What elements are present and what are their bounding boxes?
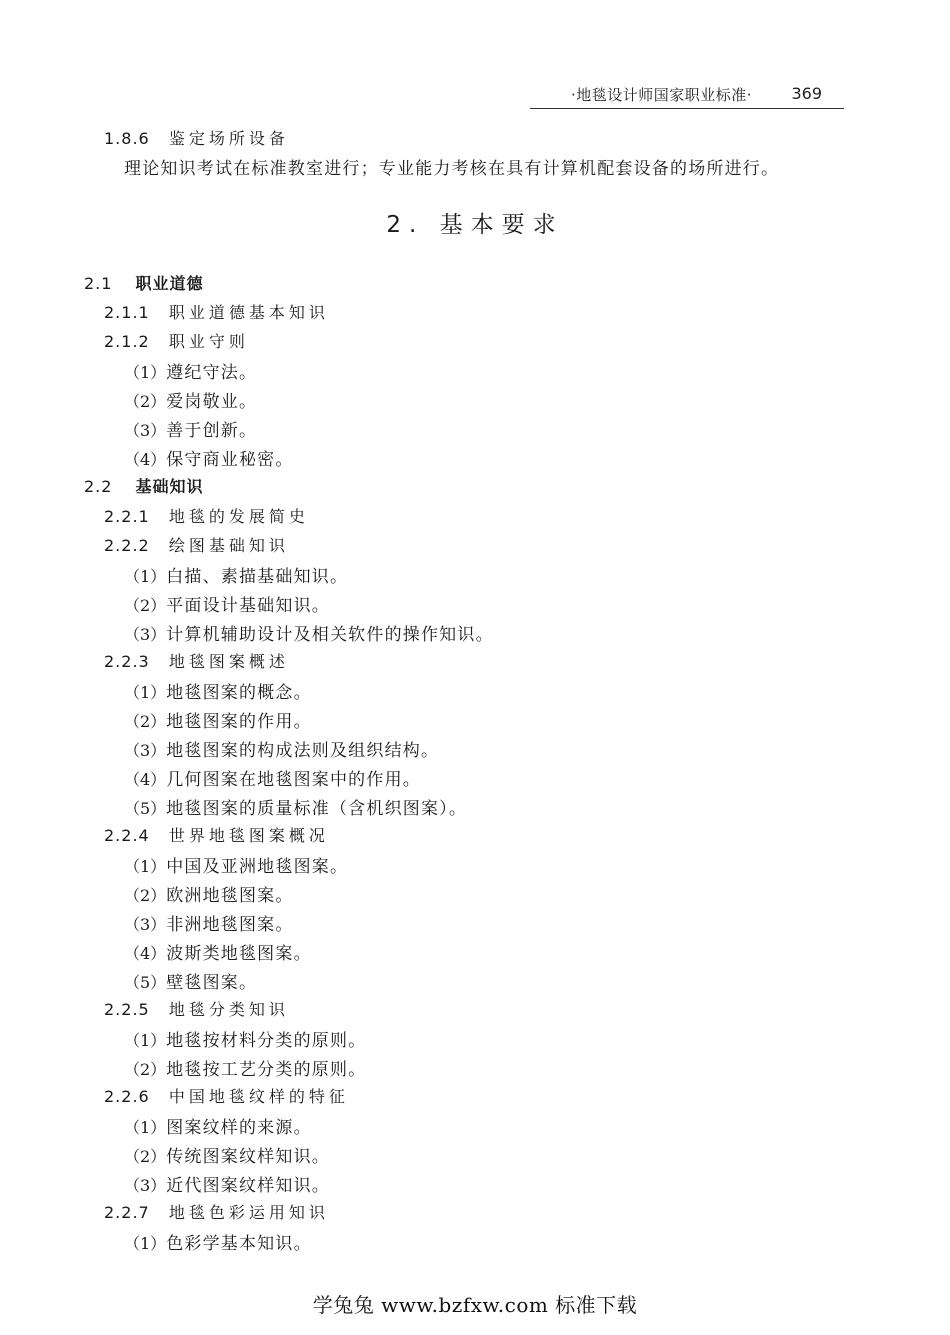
header-title: ·地毯设计师国家职业标准· bbox=[570, 86, 752, 104]
list-item-text: 非洲地毯图案。 bbox=[166, 915, 294, 935]
list-item bbox=[124, 678, 312, 703]
list-item-text: 遵纪守法。 bbox=[166, 363, 258, 383]
list-marker: （2） bbox=[124, 886, 167, 905]
list-item bbox=[124, 765, 421, 790]
list-item bbox=[124, 939, 312, 964]
list-marker: （1） bbox=[124, 1118, 167, 1137]
list-item-text: 欧洲地毯图案。 bbox=[166, 886, 294, 906]
list-marker: （3） bbox=[124, 625, 167, 644]
subsection-heading bbox=[104, 533, 289, 556]
list-marker: （1） bbox=[124, 567, 167, 586]
list-item-text: 传统图案纹样知识。 bbox=[166, 1147, 330, 1167]
page-number: 369 bbox=[791, 84, 822, 103]
list-marker: （5） bbox=[124, 973, 167, 992]
subsection-heading bbox=[104, 504, 309, 527]
subsection-number: 2.2.1 bbox=[104, 507, 150, 526]
list-item-text: 地毯按工艺分类的原则。 bbox=[166, 1060, 367, 1080]
list-item-text: 地毯按材料分类的原则。 bbox=[166, 1031, 367, 1051]
list-item bbox=[124, 387, 257, 412]
list-item bbox=[124, 1229, 312, 1254]
section-number: 2.1 bbox=[84, 274, 113, 293]
subsection-number: 2.2.5 bbox=[104, 1000, 150, 1019]
subsection-heading bbox=[104, 300, 329, 323]
list-item bbox=[124, 1113, 312, 1138]
subsection-title: 职业道德基本知识 bbox=[168, 303, 329, 322]
running-header bbox=[530, 84, 844, 106]
list-item-text: 爱岗敬业。 bbox=[166, 392, 258, 412]
subsection-heading bbox=[104, 1200, 329, 1223]
subsection-number: 2.2.3 bbox=[104, 652, 150, 671]
subsection-heading bbox=[104, 649, 289, 672]
subsection-title: 鉴定场所设备 bbox=[168, 129, 289, 148]
paragraph: 理论知识考试在标准教室进行；专业能力考核在具有计算机配套设备的场所进行。 bbox=[124, 159, 780, 179]
subsection-title: 地毯色彩运用知识 bbox=[168, 1203, 329, 1222]
subsection-heading bbox=[104, 329, 249, 352]
list-item bbox=[124, 562, 348, 587]
list-marker: （3） bbox=[124, 1176, 167, 1195]
subsection-number: 2.2.7 bbox=[104, 1203, 150, 1222]
list-item-text: 地毯图案的质量标准（含机织图案）。 bbox=[166, 799, 468, 819]
list-marker: （1） bbox=[124, 1031, 167, 1050]
subsection-number: 2.1.2 bbox=[104, 332, 150, 351]
list-marker: （4） bbox=[124, 944, 167, 963]
section-heading bbox=[84, 474, 204, 497]
list-item bbox=[124, 416, 257, 441]
list-item bbox=[124, 1142, 330, 1167]
subsection-number: 2.1.1 bbox=[104, 303, 150, 322]
list-item-text: 壁毯图案。 bbox=[166, 973, 258, 993]
subsection-title: 世界地毯图案概况 bbox=[168, 826, 329, 845]
section-heading-title: 职业道德 bbox=[135, 274, 204, 293]
subsection-heading bbox=[104, 126, 289, 149]
list-item bbox=[124, 881, 294, 906]
list-item-text: 地毯图案的作用。 bbox=[166, 712, 312, 732]
list-marker: （2） bbox=[124, 392, 167, 411]
list-marker: （1） bbox=[124, 363, 167, 382]
list-item-text: 波斯类地毯图案。 bbox=[166, 944, 312, 964]
list-marker: （2） bbox=[124, 1060, 167, 1079]
list-item-text: 图案纹样的来源。 bbox=[166, 1118, 312, 1138]
subsection-title: 中国地毯纹样的特征 bbox=[168, 1087, 349, 1106]
list-item-text: 计算机辅助设计及相关软件的操作知识。 bbox=[166, 625, 494, 645]
list-item-text: 地毯图案的概念。 bbox=[166, 683, 312, 703]
list-marker: （5） bbox=[124, 799, 167, 818]
list-marker: （3） bbox=[124, 741, 167, 760]
list-marker: （2） bbox=[124, 596, 167, 615]
subsection-number: 2.2.4 bbox=[104, 826, 150, 845]
list-item bbox=[124, 620, 494, 645]
list-marker: （3） bbox=[124, 915, 167, 934]
subsection-number: 2.2.6 bbox=[104, 1087, 150, 1106]
list-item-text: 平面设计基础知识。 bbox=[166, 596, 330, 616]
list-item-text: 色彩学基本知识。 bbox=[166, 1234, 312, 1254]
list-marker: （2） bbox=[124, 712, 167, 731]
list-item-text: 中国及亚洲地毯图案。 bbox=[166, 857, 349, 877]
subsection-title: 地毯图案概述 bbox=[168, 652, 289, 671]
list-item-text: 地毯图案的构成法则及组织结构。 bbox=[166, 741, 440, 761]
list-marker: （1） bbox=[124, 683, 167, 702]
footer-watermark: 学兔兔 www.bzfxw.com 标准下载 bbox=[312, 1293, 638, 1317]
list-item bbox=[124, 1026, 366, 1051]
list-marker: （1） bbox=[124, 857, 167, 876]
subsection-title: 地毯的发展简史 bbox=[168, 507, 309, 526]
subsection-number: 2.2.2 bbox=[104, 536, 150, 555]
section-heading bbox=[84, 271, 204, 294]
subsection-heading bbox=[104, 997, 289, 1020]
list-marker: （2） bbox=[124, 1147, 167, 1166]
list-item bbox=[124, 736, 439, 761]
section-title: 2. 基本要求 bbox=[386, 212, 564, 238]
list-item bbox=[124, 358, 257, 383]
subsection-heading bbox=[104, 823, 329, 846]
subsection-heading bbox=[104, 1084, 349, 1107]
list-item bbox=[124, 910, 294, 935]
list-item bbox=[124, 445, 294, 470]
list-item bbox=[124, 1055, 366, 1080]
subsection-title: 绘图基础知识 bbox=[168, 536, 289, 555]
subsection-title: 职业守则 bbox=[168, 332, 249, 351]
list-item-text: 几何图案在地毯图案中的作用。 bbox=[166, 770, 421, 790]
subsection-title: 地毯分类知识 bbox=[168, 1000, 289, 1019]
list-item-text: 白描、素描基础知识。 bbox=[166, 567, 349, 587]
list-item bbox=[124, 707, 312, 732]
list-marker: （1） bbox=[124, 1234, 167, 1253]
list-item bbox=[124, 968, 257, 993]
list-item bbox=[124, 852, 348, 877]
section-number: 2.2 bbox=[84, 477, 113, 496]
list-item-text: 近代图案纹样知识。 bbox=[166, 1176, 330, 1196]
subsection-number: 1.8.6 bbox=[104, 129, 150, 148]
list-item bbox=[124, 1171, 330, 1196]
list-marker: （4） bbox=[124, 450, 167, 469]
list-marker: （3） bbox=[124, 421, 167, 440]
header-rule bbox=[530, 108, 844, 109]
list-item bbox=[124, 794, 467, 819]
list-item-text: 善于创新。 bbox=[166, 421, 258, 441]
list-item bbox=[124, 591, 330, 616]
list-item-text: 保守商业秘密。 bbox=[166, 450, 294, 470]
section-heading-title: 基础知识 bbox=[135, 477, 204, 496]
list-marker: （4） bbox=[124, 770, 167, 789]
